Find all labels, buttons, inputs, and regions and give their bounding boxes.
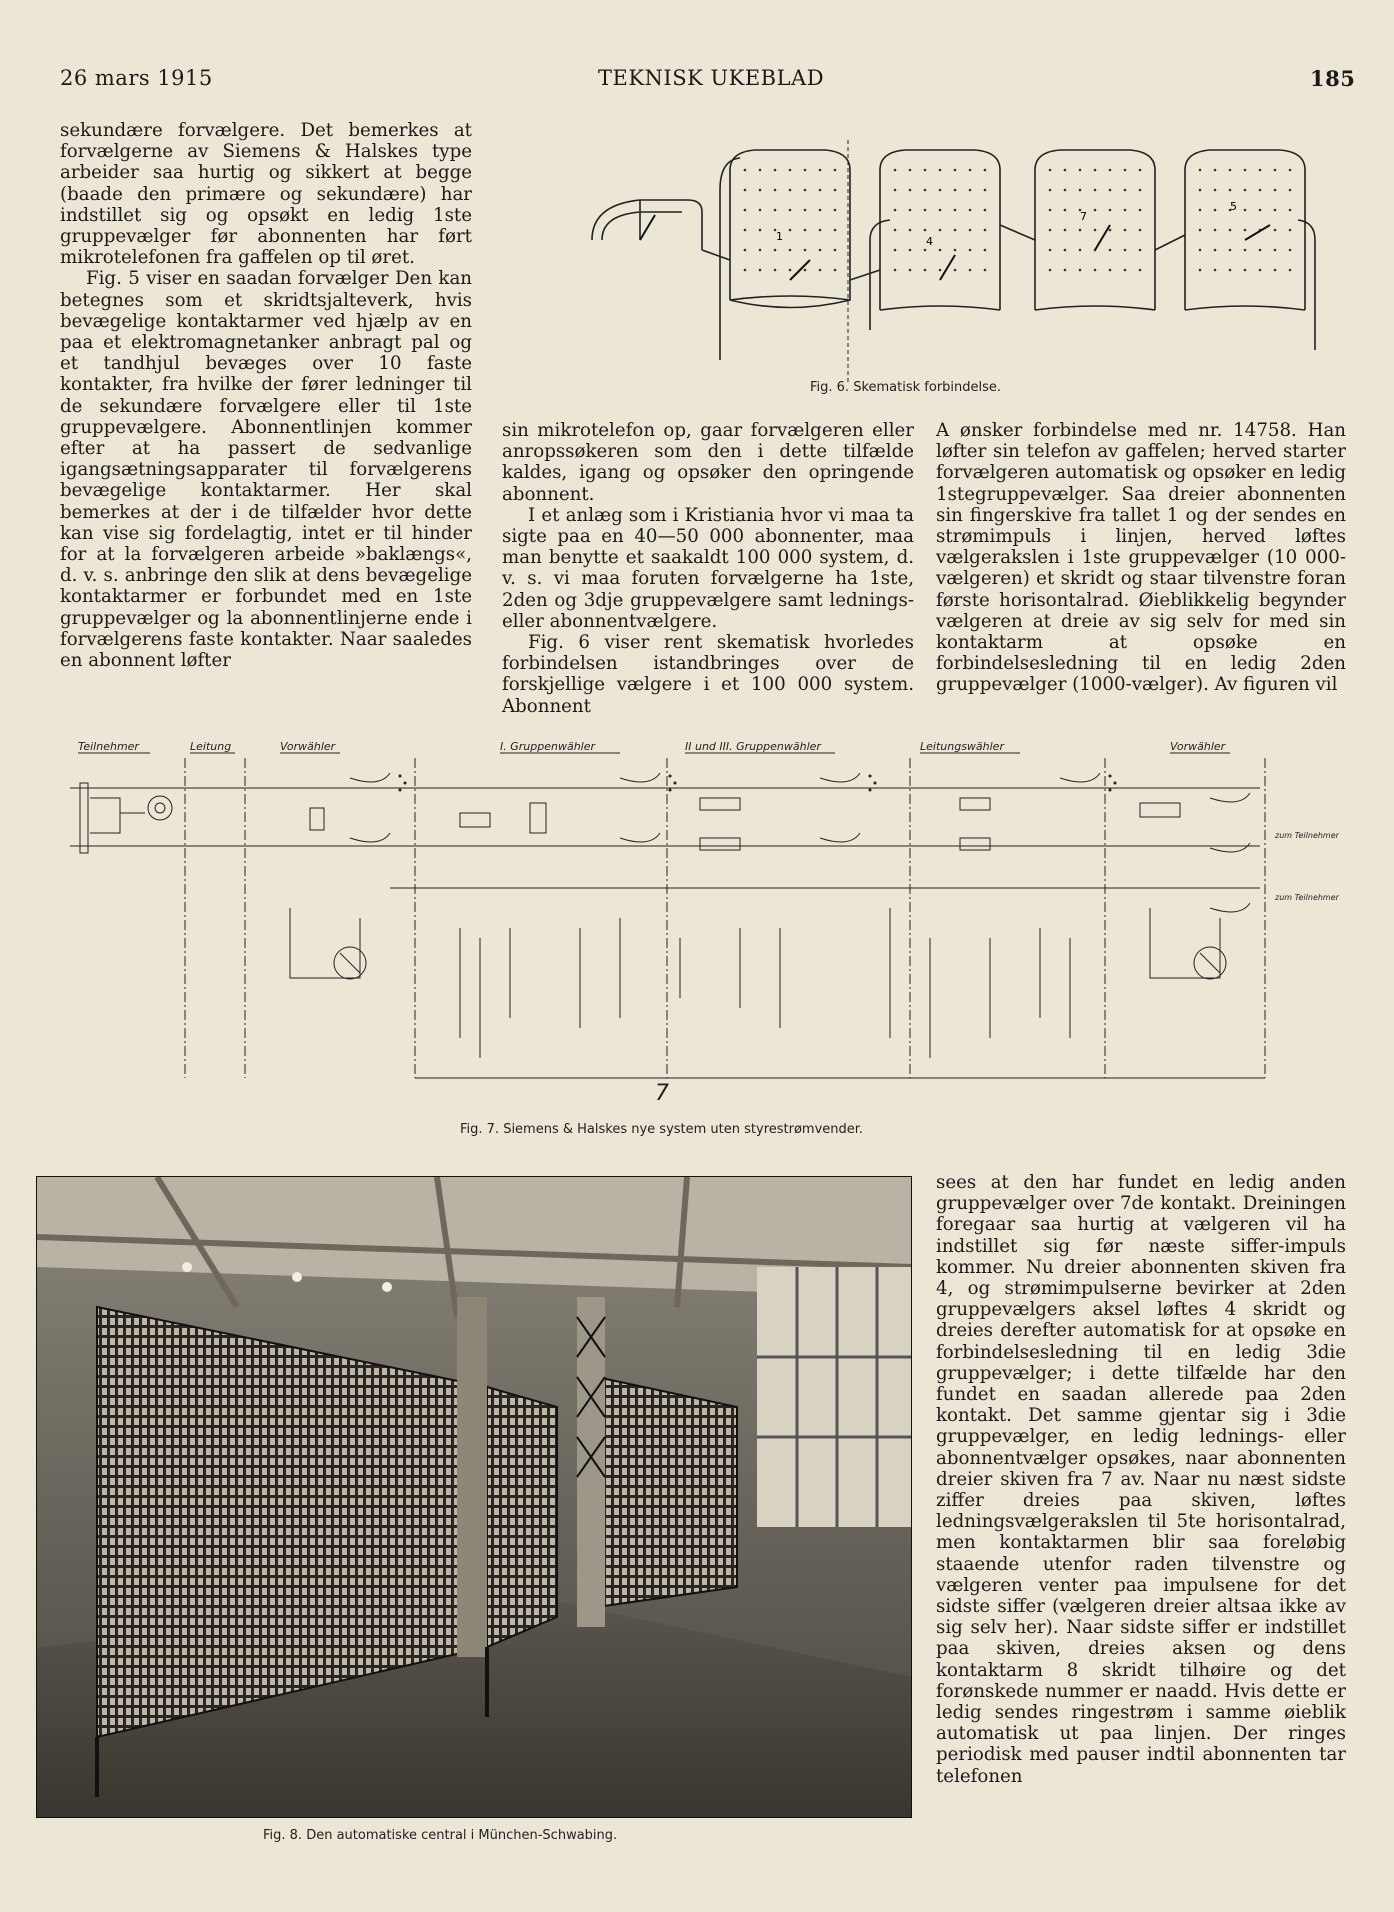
column-1-text bbox=[60, 120, 472, 671]
figure-8-photo bbox=[36, 1176, 912, 1818]
fig6-digit: 1 bbox=[776, 230, 783, 243]
fig6-digit: 4 bbox=[926, 235, 933, 248]
fig7-side-label: zum Teilnehmer bbox=[1275, 831, 1339, 840]
exchange-hall-image bbox=[37, 1177, 911, 1817]
paragraph: sin mikrotelefon op, gaar forvælgeren eller anropssøkeren som den i dette tilfælde kaldes, igang og opsøker den opringende abonnent. bbox=[502, 420, 914, 505]
fig7-label: Teilnehmer bbox=[78, 740, 139, 753]
paragraph: I et anlæg som i Kristiania hvor vi maa ta sigte paa en 40—50 000 abonnenter, maa man benytte et saakaldt 100 000 system, d. v. s. vi maa foruten forvælgerne ha 1ste, 2den og 3dje gruppevælgere samt lednings- eller abonnentvælgere. bbox=[502, 504, 914, 632]
paragraph: A ønsker forbindelse med nr. 14758. Han løfter sin telefon av gaffelen; herved starter forvælgeren automatisk og opsøker en ledig 1stegruppevælger. Saa dreier abonnenten sin fingerskive fra tallet 1 og der sendes en strømimpuls i linjen, herved løftes vælgerakslen i 1ste gruppevælger (10 000-vælgeren) et skridt og staar tilvenstre foran første horisontalrad. Øieblikkelig begynder vælgeren at dreie av sig selv for med sin kontaktarm at opsøke en forbindelsesledning til en ledig 2den gruppevælger (1000-vælger). Av figuren vil bbox=[936, 420, 1346, 696]
paragraph: Fig. 6 viser rent skematisk hvorledes forbindelsen istandbringes over de forskjellige vælgere i et 100 000 system. Abonnent bbox=[502, 632, 914, 717]
fig7-label: Vorwähler bbox=[280, 740, 336, 753]
paragraph: sekundære forvælgere. Det bemerkes at forvælgerne av Siemens & Halskes type arbeider saa hurtig og sikkert at begge (baade den primære og sekundære) har indstillet sig og opsøkt en ledig 1ste gruppevælger før abonnenten har ført mikrotelefonen fra gaffelen op til øret. bbox=[60, 120, 472, 269]
figure-8-caption: Fig. 8. Den automatiske central i München-Schwabing. bbox=[263, 1828, 618, 1843]
fig6-digit: 5 bbox=[1230, 200, 1237, 213]
fig7-mark: 7 bbox=[655, 1081, 669, 1106]
figure-6-caption: Fig. 6. Skematisk forbindelse. bbox=[810, 380, 1002, 395]
column-3-text bbox=[936, 420, 1346, 696]
fig7-side-label: zum Teilnehmer bbox=[1275, 893, 1339, 902]
header-date: 26 mars 1915 bbox=[60, 66, 213, 90]
column-3-bottom-text bbox=[936, 1172, 1346, 1787]
fig7-label: I. Gruppenwähler bbox=[500, 740, 596, 753]
fig7-label: Leitungswähler bbox=[920, 740, 1004, 753]
fig7-label: Vorwähler bbox=[1170, 740, 1226, 753]
figure-6 bbox=[580, 130, 1355, 390]
fig6-digit: 7 bbox=[1080, 210, 1087, 223]
column-2-text bbox=[502, 420, 914, 717]
fig7-label: II und III. Gruppenwähler bbox=[685, 740, 821, 753]
page-number: 185 bbox=[1310, 66, 1356, 91]
figure-7-caption: Fig. 7. Siemens & Halskes nye system uten styrestrømvender. bbox=[460, 1122, 864, 1137]
figure-6-diagram bbox=[580, 130, 1355, 390]
figure-7-diagram bbox=[60, 738, 1350, 1118]
fig7-label: Leitung bbox=[190, 740, 232, 753]
paragraph: sees at den har fundet en ledig anden gruppevælger over 7de kontakt. Dreiningen foregaar saa hurtig at vælgeren vil ha indstillet sig før næste siffer-impuls kommer. Nu dreier abonnenten skiven fra 4, og strømimpulserne bevirker at 2den gruppevælgers aksel løftes 4 skridt og dreies derefter automatisk for at opsøke en forbindelsesledning til en ledig 3die gruppevælger; i dette tilfælde har den fundet en saadan allerede paa 2den kontakt. Det samme gjentar sig i 3die gruppevælger, en ledig lednings- eller abonnentvælger opsøkes, naar abonnenten dreier skiven fra 7 av. Naar nu næst sidste ziffer dreies paa skiven, løftes ledningsvælgerakslen til 5te horisontalrad, men kontaktarmen blir saa foreløbig staaende utenfor raden tilvenstre og vælgeren venter paa impulsene for det sidste siffer (vælgeren dreier altsaa ikke av sig selv her). Naar sidste siffer er indstillet paa skiven, dreies aksen og dens kontaktarm 8 skridt tilhøire og det forønskede nummer er naadd. Hvis dette er ledig sendes ringestrøm i samme øieblik automatisk ut paa linjen. Der ringes periodisk med pauser indtil abonnenten tar telefonen bbox=[936, 1172, 1346, 1787]
journal-title: TEKNISK UKEBLAD bbox=[598, 66, 825, 90]
paragraph: Fig. 5 viser en saadan forvælger Den kan betegnes som et skridtsjalteverk, hvis bevægelige kontaktarmer ved hjælp av en paa et elektromagnetanker anbragt pal og et tandhjul bevæges over 10 faste kontakter, fra hvilke der fører ledninger til de sekundære forvælgere eller til 1ste gruppevælgere. Abonnentlinjen kommer efter at ha passert de sedvanlige igangsætningsapparater til forvælgerens bevægelige kontaktarmer. Her skal bemerkes at der i de tilfælder hvor dette kan vise sig fordelagtig, intet er til hinder for at la forvælgeren arbeide »baklængs«, d. v. s. anbringe den slik at dens bevægelige kontaktarmer er forbundet med en 1ste gruppevælger og la abonnentlinjerne ende i forvælgerens faste kontakter. Naar saaledes en abonnent løfter bbox=[60, 268, 472, 672]
figure-7 bbox=[60, 738, 1350, 1118]
